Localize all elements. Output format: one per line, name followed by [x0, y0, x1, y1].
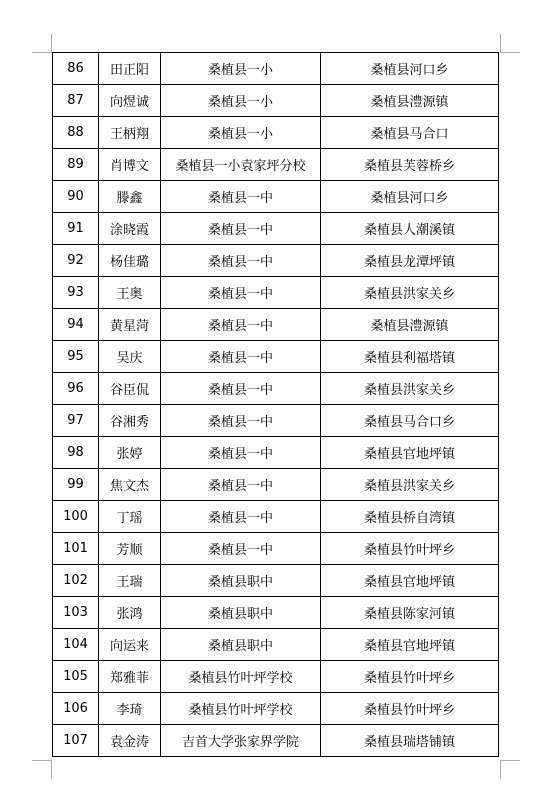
- school-cell: 桑植县一中: [161, 341, 321, 373]
- roster-body: [53, 53, 499, 757]
- table-row: [53, 693, 499, 725]
- row-number-cell: 91: [53, 213, 99, 245]
- school-cell: 桑植县职中: [161, 629, 321, 661]
- hometown-cell: 桑植县洪家关乡: [321, 469, 499, 501]
- table-row: [53, 245, 499, 277]
- school-cell: 桑植县职中: [161, 597, 321, 629]
- row-number-cell: 88: [53, 117, 99, 149]
- student-name-cell: 丁瑶: [99, 501, 161, 533]
- student-name-cell: 谷臣侃: [99, 373, 161, 405]
- crop-mark: [500, 34, 501, 53]
- school-cell: 吉首大学张家界学院: [161, 725, 321, 757]
- student-name-cell: 李琦: [99, 693, 161, 725]
- school-cell: 桑植县一中: [161, 501, 321, 533]
- student-name-cell: 田正阳: [99, 53, 161, 85]
- student-name-cell: 王柄翔: [99, 117, 161, 149]
- hometown-cell: 桑植县河口乡: [321, 181, 499, 213]
- student-name-cell: 张婷: [99, 437, 161, 469]
- hometown-cell: 桑植县官地坪镇: [321, 629, 499, 661]
- student-name-cell: 王瑞: [99, 565, 161, 597]
- table-row: [53, 469, 499, 501]
- crop-mark: [51, 34, 52, 53]
- row-number-cell: 100: [53, 501, 99, 533]
- hometown-cell: 桑植县澧源镇: [321, 309, 499, 341]
- crop-mark: [500, 52, 520, 53]
- school-cell: 桑植县一中: [161, 213, 321, 245]
- school-cell: 桑植县一中: [161, 373, 321, 405]
- school-cell: 桑植县一小: [161, 85, 321, 117]
- student-name-cell: 向煜诚: [99, 85, 161, 117]
- row-number-cell: 86: [53, 53, 99, 85]
- hometown-cell: 桑植县官地坪镇: [321, 565, 499, 597]
- student-name-cell: 袁金涛: [99, 725, 161, 757]
- crop-mark: [32, 52, 52, 53]
- row-number-cell: 94: [53, 309, 99, 341]
- student-name-cell: 芳顺: [99, 533, 161, 565]
- hometown-cell: 桑植县竹叶坪乡: [321, 661, 499, 693]
- hometown-cell: 桑植县利福塔镇: [321, 341, 499, 373]
- row-number-cell: 103: [53, 597, 99, 629]
- table-row: [53, 437, 499, 469]
- student-name-cell: 王奥: [99, 277, 161, 309]
- row-number-cell: 98: [53, 437, 99, 469]
- student-name-cell: 谷湘秀: [99, 405, 161, 437]
- hometown-cell: 桑植县洪家关乡: [321, 373, 499, 405]
- row-number-cell: 93: [53, 277, 99, 309]
- hometown-cell: 桑植县竹叶坪乡: [321, 693, 499, 725]
- school-cell: 桑植县一中: [161, 277, 321, 309]
- school-cell: 桑植县竹叶坪学校: [161, 661, 321, 693]
- hometown-cell: 桑植县人潮溪镇: [321, 213, 499, 245]
- crop-mark: [32, 760, 52, 761]
- table-row: [53, 405, 499, 437]
- school-cell: 桑植县一中: [161, 405, 321, 437]
- student-name-cell: 滕鑫: [99, 181, 161, 213]
- row-number-cell: 97: [53, 405, 99, 437]
- school-cell: 桑植县竹叶坪学校: [161, 693, 321, 725]
- table-row: [53, 85, 499, 117]
- row-number-cell: 95: [53, 341, 99, 373]
- row-number-cell: 99: [53, 469, 99, 501]
- student-name-cell: 向运来: [99, 629, 161, 661]
- crop-mark: [500, 760, 520, 761]
- table-row: [53, 53, 499, 85]
- student-name-cell: 郑雅菲: [99, 661, 161, 693]
- school-cell: 桑植县一中: [161, 309, 321, 341]
- table-row: [53, 117, 499, 149]
- table-row: [53, 629, 499, 661]
- hometown-cell: 桑植县马合口乡: [321, 405, 499, 437]
- table-row: [53, 309, 499, 341]
- hometown-cell: 桑植县龙潭坪镇: [321, 245, 499, 277]
- student-name-cell: 吴庆: [99, 341, 161, 373]
- student-name-cell: 肖博文: [99, 149, 161, 181]
- table-row: [53, 213, 499, 245]
- hometown-cell: 桑植县河口乡: [321, 53, 499, 85]
- hometown-cell: 桑植县澧源镇: [321, 85, 499, 117]
- school-cell: 桑植县一小: [161, 117, 321, 149]
- row-number-cell: 89: [53, 149, 99, 181]
- school-cell: 桑植县一中: [161, 533, 321, 565]
- table-row: [53, 149, 499, 181]
- hometown-cell: 桑植县官地坪镇: [321, 437, 499, 469]
- crop-mark: [51, 760, 52, 779]
- hometown-cell: 桑植县芙蓉桥乡: [321, 149, 499, 181]
- student-roster-table: [52, 52, 499, 757]
- hometown-cell: 桑植县陈家河镇: [321, 597, 499, 629]
- crop-mark: [500, 760, 501, 779]
- student-name-cell: 焦文杰: [99, 469, 161, 501]
- row-number-cell: 92: [53, 245, 99, 277]
- school-cell: 桑植县一小: [161, 53, 321, 85]
- table-row: [53, 725, 499, 757]
- student-name-cell: 黄星菏: [99, 309, 161, 341]
- row-number-cell: 87: [53, 85, 99, 117]
- row-number-cell: 96: [53, 373, 99, 405]
- row-number-cell: 104: [53, 629, 99, 661]
- school-cell: 桑植县一中: [161, 469, 321, 501]
- hometown-cell: 桑植县桥自湾镇: [321, 501, 499, 533]
- table-row: [53, 501, 499, 533]
- row-number-cell: 105: [53, 661, 99, 693]
- row-number-cell: 107: [53, 725, 99, 757]
- table-row: [53, 533, 499, 565]
- student-name-cell: 杨佳璐: [99, 245, 161, 277]
- table-row: [53, 661, 499, 693]
- row-number-cell: 106: [53, 693, 99, 725]
- table-row: [53, 373, 499, 405]
- hometown-cell: 桑植县竹叶坪乡: [321, 533, 499, 565]
- school-cell: 桑植县一中: [161, 245, 321, 277]
- table-row: [53, 277, 499, 309]
- school-cell: 桑植县一中: [161, 437, 321, 469]
- school-cell: 桑植县一中: [161, 181, 321, 213]
- student-name-cell: 涂晓霞: [99, 213, 161, 245]
- row-number-cell: 101: [53, 533, 99, 565]
- table-row: [53, 341, 499, 373]
- row-number-cell: 90: [53, 181, 99, 213]
- table-row: [53, 565, 499, 597]
- table-row: [53, 181, 499, 213]
- hometown-cell: 桑植县洪家关乡: [321, 277, 499, 309]
- school-cell: 桑植县一小袁家坪分校: [161, 149, 321, 181]
- school-cell: 桑植县职中: [161, 565, 321, 597]
- hometown-cell: 桑植县马合口: [321, 117, 499, 149]
- hometown-cell: 桑植县瑞塔铺镇: [321, 725, 499, 757]
- table-row: [53, 597, 499, 629]
- row-number-cell: 102: [53, 565, 99, 597]
- student-name-cell: 张鸿: [99, 597, 161, 629]
